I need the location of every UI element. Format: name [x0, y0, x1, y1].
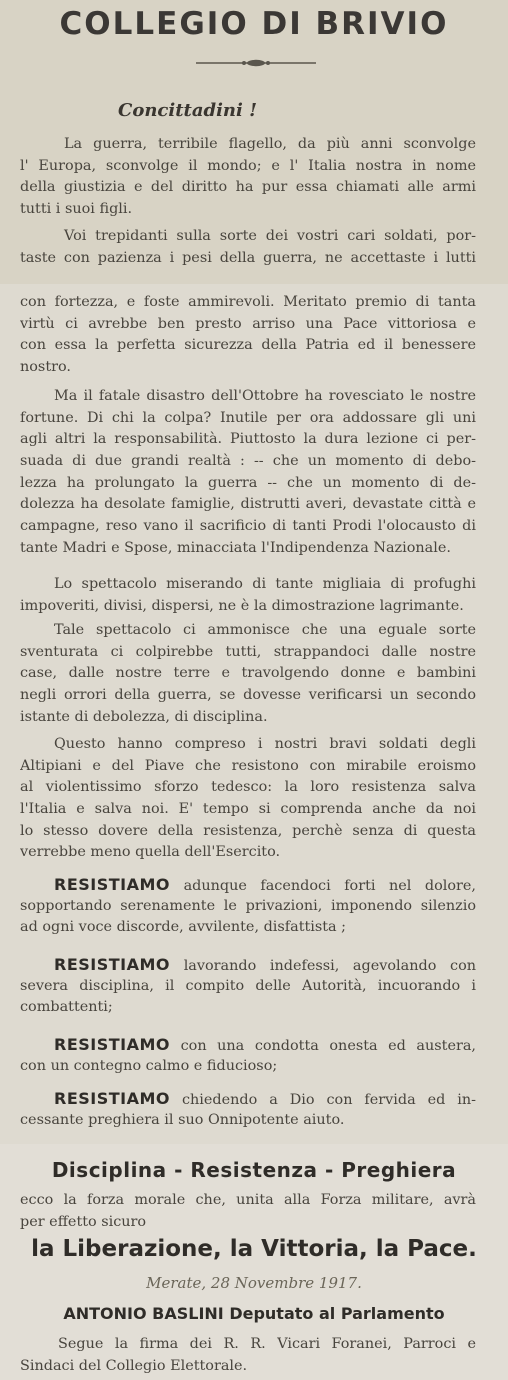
text-line: sopportando serenamente le privazioni, imponendo silenzio [20, 897, 476, 914]
text-fragment: con una condotta onesta ed austera, [180, 1038, 476, 1054]
text-line: lezza ha prolungato la guerra -- che un momento di de- [20, 474, 476, 491]
lower-sheet [0, 1144, 508, 1380]
motto-subtext [20, 1190, 476, 1233]
paragraph-4 [20, 574, 476, 617]
resist-word: RESISTIAMO [54, 875, 171, 894]
text-line: negli orrori della guerra, se dovesse verificarsi un secondo [20, 687, 476, 704]
text-line: Lo spettacolo miserando di tante migliaia di profughi [54, 576, 476, 592]
resist-word: RESISTIAMO [54, 1089, 171, 1108]
motto: Disciplina - Resistenza - Preghiera [51, 1158, 457, 1182]
resist-word: RESISTIAMO [54, 955, 171, 974]
text-line: della giustizia e del diritto ha pur essa chiamati alle armi [20, 179, 476, 196]
text-line: Questo hanno compreso i nostri bravi soldati degli [54, 736, 476, 752]
text-line: Voi trepidanti sulla sorte dei vostri cari soldati, por- [64, 228, 476, 244]
paragraph-6 [20, 734, 476, 864]
upper-sheet [0, 0, 508, 284]
resist-paragraph-1 [20, 874, 476, 939]
resist-word: RESISTIAMO [54, 1035, 171, 1054]
middle-sheet [0, 284, 508, 1144]
text-line: cessante preghiera il suo Onnipotente aiuto. [20, 1111, 345, 1128]
text-line: La guerra, terribile flagello, da più anni sconvolge [64, 136, 476, 152]
text-line [20, 1034, 476, 1056]
footer-note [20, 1334, 476, 1377]
paragraph-5 [20, 620, 476, 728]
paragraph-2a [20, 226, 476, 269]
signature: ANTONIO BASLINI Deputato al Parlamento [63, 1304, 445, 1323]
text-line: tante Madri e Spose, minacciata l'Indipendenza Nazionale. [20, 539, 451, 556]
text-line: al violentissimo sforzo tedesco: la loro resistenza salva [20, 779, 476, 796]
text-line: con un contegno calmo e fiducioso; [20, 1057, 278, 1074]
text-line: nostro. [20, 359, 71, 376]
text-line: ad ogni voce discorde, avvilente, disfattista ; [20, 919, 347, 936]
text-line: dolezza ha desolate famiglie, distrutti averi, devastate città e [20, 496, 476, 513]
resist-paragraph-3 [20, 1034, 476, 1077]
text-line: con essa la perfetta sicurezza della Patria ed il benessere [20, 337, 476, 354]
text-fragment: adunque facendoci forti nel dolore, [183, 878, 476, 894]
text-line: l'Italia e salva noi. E' tempo si comprenda anche da noi [20, 801, 476, 818]
text-line: Segue la firma dei R. R. Vicari Foranei, Parroci e [58, 1336, 476, 1352]
text-line: case, dalle nostre terre e travolgendo donne e bambini [20, 665, 476, 682]
date-line: Merate, 28 Novembre 1917. [146, 1274, 362, 1292]
text-line: Tale spettacolo ci ammonisce che una eguale sorte [54, 622, 476, 638]
text-line: fortune. Di chi la colpa? Inutile per ora addossare gli uni [20, 409, 476, 426]
text-line: virtù ci avrebbe ben presto arriso una Pace vittoriosa e [20, 315, 476, 332]
text-line: severa disciplina, il compito delle Autorità, incuorando i [20, 977, 476, 994]
text-line: ecco la forza morale che, unita alla Forza militare, avrà [20, 1192, 476, 1208]
text-line [20, 954, 476, 976]
document-title: COLLEGIO DI BRIVIO [59, 6, 449, 42]
text-line: taste con pazienza i pesi della guerra, ne accettaste i lutti [20, 249, 476, 266]
text-line: Altipiani e del Piave che resistono con mirabile eroismo [20, 757, 476, 774]
text-line: verrebbe meno quella dell'Esercito. [20, 844, 281, 861]
text-line: Sindaci del Collegio Elettorale. [20, 1357, 248, 1374]
text-line: Ma il fatale disastro dell'Ottobre ha rovesciato le nostre [54, 388, 476, 404]
paragraph-3 [20, 386, 476, 560]
text-line [20, 874, 476, 896]
text-line: per effetto sicuro [20, 1213, 147, 1230]
text-line: impoveriti, divisi, dispersi, ne è la dimostrazione lagrimante. [20, 597, 464, 614]
slogan: la Liberazione, la Vittoria, la Pace. [31, 1236, 477, 1262]
text-line: istante di debolezza, di disciplina. [20, 708, 268, 725]
paragraph-2b [20, 292, 476, 379]
paragraph-1 [20, 134, 476, 221]
text-fragment: chiedendo a Dio con fervida ed in- [181, 1092, 476, 1108]
text-line: agli altri la responsabilità. Piuttosto la dura lezione ci per- [20, 431, 476, 448]
text-line: sventurata ci colpirebbe tutti, strappandoci dalle nostre [20, 643, 476, 660]
text-line: campagne, reso vano il sacrificio di tanti Prodi l'olocausto di [20, 518, 476, 535]
resist-paragraph-2 [20, 954, 476, 1019]
text-line: l' Europa, sconvolge il mondo; e l' Italia nostra in nome [20, 157, 476, 174]
divider-ornament-icon [196, 58, 316, 68]
text-line [20, 1088, 476, 1110]
text-line: combattenti; [20, 999, 113, 1016]
text-line: suada di due grandi realtà : -- che un momento di debo- [20, 453, 476, 470]
text-line: tutti i suoi figli. [20, 201, 133, 218]
text-line: con fortezza, e foste ammirevoli. Meritato premio di tanta [20, 294, 476, 310]
resist-paragraph-4 [20, 1088, 476, 1131]
salutation: Concittadini ! [118, 100, 258, 121]
text-line: lo stesso dovere della resistenza, perchè senza di questa [20, 822, 476, 839]
text-fragment: lavorando indefessi, agevolando con [183, 958, 476, 974]
